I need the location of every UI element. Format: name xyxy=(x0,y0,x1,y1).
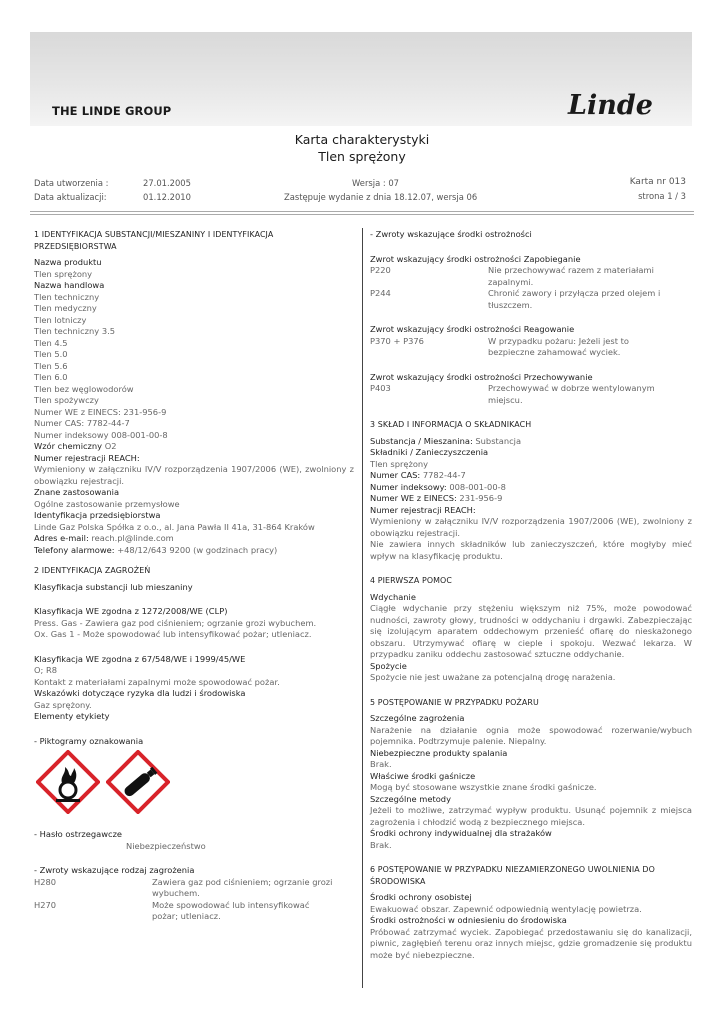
hazard-statement xyxy=(34,877,354,900)
special-methods-text: Jeżeli to możliwe, zatrzymać wypływ produktu. Usunąć pojemnik z miejsca zagrożenia i chłodzić wodą z bezpiecznego miejsca. xyxy=(370,805,692,827)
section-2-title: 2 IDENTYFIKACJA ZAGROŻEŃ xyxy=(34,566,151,575)
ingestion-heading: Spożycie xyxy=(370,660,407,671)
precautionary-statement xyxy=(370,336,692,359)
substance-line xyxy=(370,436,692,448)
ec-value: 231-956-9 xyxy=(459,493,503,503)
left-column xyxy=(34,229,354,923)
p-code: P370 + P376 xyxy=(370,335,424,346)
hazard-statement xyxy=(34,900,354,923)
hazard-code: H280 xyxy=(34,876,57,887)
special-methods-heading: Szczególne metody xyxy=(370,793,451,804)
phone-line xyxy=(34,545,354,557)
personal-precautions-text: Ewakuować obszar. Zapewnić odpowiednią wentylację powietrza. xyxy=(370,903,642,914)
trade-name-item: Tlen 5.0 xyxy=(34,349,68,359)
trade-name-item: Tlen techniczny xyxy=(34,291,100,302)
linde-logo-icon xyxy=(566,88,676,122)
pictograms xyxy=(36,750,354,816)
group-name: THE LINDE GROUP xyxy=(52,104,172,118)
document-subtitle: Tlen sprężony xyxy=(318,149,406,164)
phone-heading: Telefony alarmowe: xyxy=(34,544,115,555)
email-line xyxy=(34,533,354,545)
p-text: Nie przechowywać razem z materiałami zapalnymi. xyxy=(488,265,654,287)
firefighter-ppe-text: Brak. xyxy=(370,839,392,850)
personal-precautions-heading: Środki ochrony osobistej xyxy=(370,892,472,902)
index-line xyxy=(370,482,692,494)
section-6-title: 6 POSTĘPOWANIE W PRZYPADKU NIEZAMIERZONEGO UWOLNIENIA DO ŚRODOWISKA xyxy=(370,865,655,886)
reach-text-right: Wymieniony w załączniku IV/V rozporządzenia 1907/2006 (WE), zwolniony z obowiązku rejestracji. xyxy=(370,516,692,538)
trade-name-item: Tlen 4.5 xyxy=(34,337,68,348)
cas-value: 7782-44-7 xyxy=(422,470,466,480)
uses-heading: Znane zastosowania xyxy=(34,487,120,497)
formula-heading: Wzór chemiczny xyxy=(34,441,103,451)
replaces-note: Zastępuje wydanie z dnia 18.12.07, wersja 06 xyxy=(284,192,478,202)
no-impurities-text: Nie zawiera innych składników lub zanieczyszczeń, które mogłyby mieć wpływ na klasyfikację produktu. xyxy=(370,539,692,561)
p-text: W przypadku pożaru: Jeżeli jest to bezpieczne zahamować wyciek. xyxy=(488,335,629,357)
combustion-products-heading: Niebezpieczne produkty spalania xyxy=(370,747,508,758)
logo-wordmark: Linde xyxy=(568,90,653,121)
header-divider-2 xyxy=(30,214,694,215)
product-name: Tlen sprężony xyxy=(34,268,93,279)
ec-line xyxy=(370,493,692,505)
hazard-statements-heading: - Zwroty wskazujące rodzaj zagrożenia xyxy=(34,865,195,875)
column-divider xyxy=(362,228,363,988)
extinguishing-heading: Właściwe środki gaśnicze xyxy=(370,770,476,781)
formula-line xyxy=(34,441,354,453)
right-column xyxy=(370,229,692,961)
response-heading: Zwrot wskazujący środki ostrożności Reagowanie xyxy=(370,324,575,334)
combustion-products-text: Brak. xyxy=(370,759,392,769)
trade-name-item: Tlen spożywczy xyxy=(34,395,99,405)
created-label: Data utworzenia : xyxy=(34,178,109,188)
company-text: Linde Gaz Polska Spółka z o.o., al. Jana Pawła II 41a, 31-864 Kraków xyxy=(34,521,315,532)
header-divider-1 xyxy=(30,211,694,212)
phone-text: +48/12/643 9200 (w godzinach pracy) xyxy=(117,544,278,555)
p-code: P244 xyxy=(370,288,391,298)
dsd-line: O; R8 xyxy=(34,665,58,675)
risk-text: Gaz sprężony. xyxy=(34,699,92,710)
email-link[interactable]: reach.pl@linde.com xyxy=(91,533,174,543)
index-value: 008-001-00-8 xyxy=(449,481,506,492)
linde-logo xyxy=(566,88,676,122)
gas-cylinder-icon xyxy=(106,750,170,814)
firefighter-ppe-heading: Środki ochrony indywidualnej dla strażaków xyxy=(370,828,552,838)
flame-over-circle-icon xyxy=(36,750,100,814)
precautionary-statement xyxy=(370,383,692,406)
trade-name-item: Numer indeksowy 008-001-00-8 xyxy=(34,429,168,440)
trade-name-heading: Nazwa handlowa xyxy=(34,280,105,290)
trade-name-item: Tlen techniczny 3.5 xyxy=(34,326,116,336)
trade-name-item: Tlen bez węglowodorów xyxy=(34,383,134,394)
trade-name-item: Tlen 6.0 xyxy=(34,372,68,382)
classification-heading: Klasyfikacja substancji lub mieszaniny xyxy=(34,581,193,592)
formula-value: O2 xyxy=(104,441,117,451)
prevention-heading: Zwrot wskazujący środki ostrożności Zapobieganie xyxy=(370,253,581,264)
p-code: P403 xyxy=(370,383,391,393)
dsd-line: Kontakt z materiałami zapalnymi może spowodować pożar. xyxy=(34,676,280,687)
index-heading: Numer indeksowy: xyxy=(370,481,447,492)
p-text: Przechowywać w dobrze wentylowanym miejscu. xyxy=(488,383,655,405)
trade-name-item: Tlen lotniczy xyxy=(34,314,87,325)
trade-name-item: Tlen 5.6 xyxy=(34,360,68,371)
special-hazards-heading: Szczególne zagrożenia xyxy=(370,713,465,723)
section-3-title: 3 SKŁAD I INFORMACJA O SKŁADNIKACH xyxy=(370,420,532,429)
created-date: 27.01.2005 xyxy=(143,178,191,188)
uses-text: Ogólne zastosowanie przemysłowe xyxy=(34,498,180,509)
environmental-text: Próbować zatrzymać wyciek. Zapobiegać przedostawaniu się do kanalizacji, piwnic, zagłębień terenu oraz innych miejsc, gdzie gromadzenie się produktu może być niebezpieczne. xyxy=(370,926,692,960)
extinguishing-text: Mogą być stosowane wszystkie znane środki gaśnicze. xyxy=(370,782,597,792)
trade-name-item: Numer WE z EINECS: 231-956-9 xyxy=(34,406,167,417)
section-4-title: 4 PIERWSZA POMOC xyxy=(370,576,452,585)
reach-text: Wymieniony w załączniku IV/V rozporządzenia 1907/2006 (WE), zwolniony z obowiązku rejestracji. xyxy=(34,464,354,486)
hazard-text: Może spowodować lub intensyfikować pożar; utleniacz. xyxy=(152,899,310,921)
inhalation-heading: Wdychanie xyxy=(370,591,416,602)
document-title: Karta charakterystyki xyxy=(294,132,430,147)
storage-heading: Zwrot wskazujący środki ostrożności Przechowywanie xyxy=(370,371,593,382)
hazard-code: H270 xyxy=(34,899,57,910)
reach-heading: Numer rejestracji REACH: xyxy=(34,452,140,463)
updated-date: 01.12.2010 xyxy=(143,192,191,202)
inhalation-text: Ciągłe wdychanie przy stężeniu większym niż 75%, może powodować nudności, zawroty głowy, trudności w oddychaniu i drgawki. Zabezpieczając się izolującym aparatem oddechowym przenieść ofiarę do nieskażonego obszaru. Utrzymywać ofiarę w cieple i spokoju. Wezwać lekarza. W przypadku zaniku oddechu zastosować sztuczne oddychanie. xyxy=(370,603,692,659)
cas-line xyxy=(370,470,692,482)
component-name: Tlen sprężony xyxy=(370,458,429,469)
cas-heading: Numer CAS: xyxy=(370,470,421,480)
section-1-title: 1 IDENTYFIKACJA SUBSTANCJI/MIESZANINY I IDENTYFIKACJA PRZEDSIĘBIORSTWA xyxy=(34,230,274,251)
substance-value: Substancja xyxy=(475,435,522,446)
signal-word: Niebezpieczeństwo xyxy=(126,840,206,851)
special-hazards-text: Narażenie na działanie ognia może spowodować rozerwanie/wybuch pojemnika. Podtrzymuje palenie. Niepalny. xyxy=(370,724,692,746)
section-5-title: 5 POSTĘPOWANIE W PRZYPADKU POŻARU xyxy=(370,697,539,707)
label-elements-heading: Elementy etykiety xyxy=(34,711,110,721)
updated-label: Data aktualizacji: xyxy=(34,192,107,202)
trade-name-item: Numer CAS: 7782-44-7 xyxy=(34,418,130,428)
product-name-heading: Nazwa produktu xyxy=(34,257,102,267)
precautionary-statement xyxy=(370,288,692,311)
version: Wersja : 07 xyxy=(352,178,400,188)
risk-heading: Wskazówki dotyczące ryzyka dla ludzi i środowiska xyxy=(34,688,246,698)
p-text: Chronić zawory i przyłącza przed olejem i tłuszczem. xyxy=(488,288,661,310)
clp-line: Press. Gas - Zawiera gaz pod ciśnieniem; ogrzanie grozi wybuchem. xyxy=(34,617,317,628)
pictograms-heading: - Piktogramy oznakowania xyxy=(34,735,144,746)
components-heading: Składniki / Zanieczyszczenia xyxy=(370,447,489,457)
card-number: Karta nr 013 xyxy=(629,177,686,187)
precautionary-heading: - Zwroty wskazujące środki ostrożności xyxy=(370,229,532,239)
ingestion-text: Spożycie nie jest uważane za potencjalną drogę narażenia. xyxy=(370,672,616,682)
reach-heading-right: Numer rejestracji REACH: xyxy=(370,504,476,515)
hazard-text: Zawiera gaz pod ciśnieniem; ogrzanie grozi wybuchem. xyxy=(152,876,333,898)
environmental-heading: Środki ostrożności w odniesieniu do środowiska xyxy=(370,915,567,925)
trade-name-item: Tlen medyczny xyxy=(34,303,97,313)
page-number: strona 1 / 3 xyxy=(638,191,686,201)
substance-heading: Substancja / Mieszanina: xyxy=(370,435,473,446)
dsd-heading: Klasyfikacja WE zgodna z 67/548/WE i 1999/45/WE xyxy=(34,653,246,664)
signal-word-heading: - Hasło ostrzegawcze xyxy=(34,829,123,839)
ec-heading: Numer WE z EINECS: xyxy=(370,493,457,503)
company-heading: Identyfikacja przedsiębiorstwa xyxy=(34,510,161,520)
clp-line: Ox. Gas 1 - Może spowodować lub intensyfikować pożar; utleniacz. xyxy=(34,629,312,639)
precautionary-statement xyxy=(370,265,692,288)
p-code: P220 xyxy=(370,265,391,275)
clp-heading: Klasyfikacja WE zgodna z 1272/2008/WE (CLP) xyxy=(34,606,228,616)
email-heading: Adres e-mail: xyxy=(34,533,89,543)
